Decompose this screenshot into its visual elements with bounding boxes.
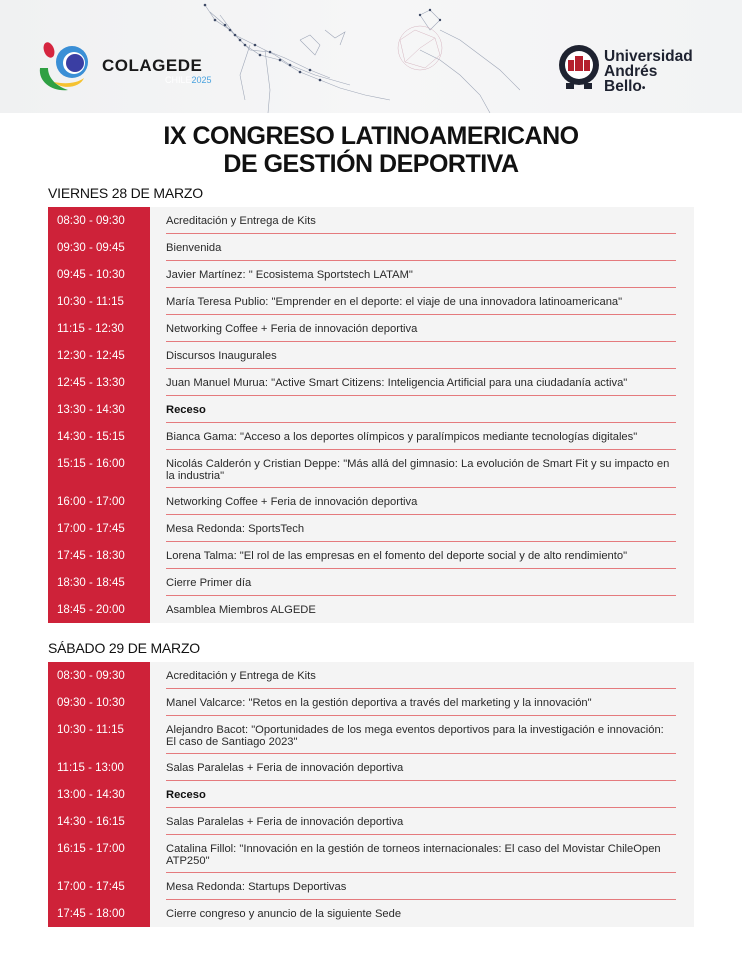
session-time: 09:45 - 10:30 — [57, 269, 125, 281]
schedule-row — [48, 369, 694, 396]
session-title: Catalina Fillol: "Innovación en la gestión de torneos internacionales: El caso del Movistar ChileOpen ATP250" — [166, 835, 676, 873]
session-time: 10:30 - 11:15 — [57, 724, 124, 736]
session-time: 15:15 - 16:00 — [57, 458, 125, 470]
session-time: 14:30 - 15:15 — [57, 431, 125, 443]
network-illustration-icon — [190, 0, 520, 113]
session-title: Acreditación y Entrega de Kits — [166, 207, 676, 234]
session-time: 09:30 - 10:30 — [57, 697, 125, 709]
colagede-country: CHILE — [165, 75, 192, 85]
session-time: 18:45 - 20:00 — [57, 604, 125, 616]
session-title: María Teresa Publio: "Emprender en el deporte: el viaje de una innovadora latinoamericana" — [166, 288, 676, 315]
session-title: Networking Coffee + Feria de innovación deportiva — [166, 488, 676, 515]
schedule-row — [48, 515, 694, 542]
session-time: 12:30 - 12:45 — [57, 350, 125, 362]
unab-mark: • — [641, 83, 646, 94]
colagede-logo — [36, 38, 216, 94]
schedule-row — [48, 689, 694, 716]
schedule-row — [48, 754, 694, 781]
session-title: Receso — [166, 781, 676, 808]
session-title: Salas Paralelas + Feria de innovación deportiva — [166, 808, 676, 835]
schedule-row — [48, 781, 694, 808]
schedule-row — [48, 873, 694, 900]
session-title: Mesa Redonda: Startups Deportivas — [166, 873, 676, 900]
session-title: Lorena Talma: "El rol de las empresas en el fomento del deporte social y de alto rendimiento" — [166, 542, 676, 569]
session-time: 11:15 - 12:30 — [57, 323, 124, 335]
colagede-name: COLAGEDE — [102, 56, 203, 75]
unab-logo — [556, 43, 696, 93]
header-banner — [0, 0, 742, 113]
session-time: 08:30 - 09:30 — [57, 670, 125, 682]
page-title — [0, 122, 742, 178]
unab-emblem-icon — [556, 43, 602, 91]
session-title: Bienvenida — [166, 234, 676, 261]
session-time: 17:00 - 17:45 — [57, 523, 125, 535]
schedule-row — [48, 288, 694, 315]
session-title: Receso — [166, 396, 676, 423]
day-title-friday: VIERNES 28 DE MARZO — [48, 185, 203, 201]
schedule-row — [48, 315, 694, 342]
schedule-row — [48, 835, 694, 873]
colagede-edition — [165, 75, 212, 85]
session-title: Nicolás Calderón y Cristian Deppe: "Más allá del gimnasio: La evolución de Smart Fit y su impacto en la industria" — [166, 450, 676, 488]
schedule-row — [48, 569, 694, 596]
session-title: Bianca Gama: "Acceso a los deportes olímpicos y paralímpicos mediante tecnologías digitales" — [166, 423, 676, 450]
session-title: Cierre congreso y anuncio de la siguiente Sede — [166, 908, 402, 920]
session-title: Discursos Inaugurales — [166, 342, 676, 369]
session-time: 12:45 - 13:30 — [57, 377, 125, 389]
session-time: 10:30 - 11:15 — [57, 296, 124, 308]
schedule-row — [48, 808, 694, 835]
schedule-row — [48, 542, 694, 569]
schedule-row — [48, 342, 694, 369]
session-title: Cierre Primer día — [166, 569, 676, 596]
session-time: 17:00 - 17:45 — [57, 881, 125, 893]
schedule-row — [48, 662, 694, 689]
schedule-row — [48, 450, 694, 488]
schedule-row — [48, 716, 694, 754]
session-time: 13:30 - 14:30 — [57, 404, 125, 416]
session-title: Acreditación y Entrega de Kits — [166, 662, 676, 689]
schedule-row — [48, 900, 694, 927]
unab-name-line1: Universidad — [604, 48, 693, 65]
session-title: Asamblea Miembros ALGEDE — [166, 604, 316, 616]
session-time: 14:30 - 16:15 — [57, 816, 125, 828]
schedule-row — [48, 234, 694, 261]
session-time: 16:15 - 17:00 — [57, 843, 125, 855]
colagede-year: 2025 — [191, 75, 212, 85]
colagede-emblem-icon — [36, 38, 100, 94]
schedule-row — [48, 396, 694, 423]
session-time: 17:45 - 18:30 — [57, 550, 125, 562]
schedule-table-friday — [48, 207, 694, 623]
session-time: 18:30 - 18:45 — [57, 577, 125, 589]
session-title: Javier Martínez: " Ecosistema Sportstech LATAM" — [166, 261, 676, 288]
unab-name-line2: Andrés Bello — [604, 63, 658, 95]
session-time: 09:30 - 09:45 — [57, 242, 125, 254]
session-title: Networking Coffee + Feria de innovación deportiva — [166, 315, 676, 342]
session-title: Manel Valcarce: "Retos en la gestión deportiva a través del marketing y la innovación" — [166, 689, 676, 716]
page-title-line2: DE GESTIÓN DEPORTIVA — [223, 150, 519, 178]
page-title-line1: IX CONGRESO LATINOAMERICANO — [163, 122, 579, 150]
schedule-row — [48, 488, 694, 515]
schedule-row — [48, 596, 694, 623]
session-title: Salas Paralelas + Feria de innovación deportiva — [166, 754, 676, 781]
session-time: 08:30 - 09:30 — [57, 215, 125, 227]
unab-name — [604, 49, 696, 96]
day-title-saturday: SÁBADO 29 DE MARZO — [48, 640, 200, 656]
session-time: 16:00 - 17:00 — [57, 496, 125, 508]
schedule-row — [48, 423, 694, 450]
session-title: Juan Manuel Murua: "Active Smart Citizens: Inteligencia Artificial para una ciudadanía activa" — [166, 369, 676, 396]
session-time: 13:00 - 14:30 — [57, 789, 125, 801]
session-time: 11:15 - 13:00 — [57, 762, 124, 774]
schedule-row — [48, 207, 694, 234]
session-title: Alejandro Bacot: "Oportunidades de los mega eventos deportivos para la investigación e innovación: El caso de Santiago 2023" — [166, 716, 676, 754]
session-time: 17:45 - 18:00 — [57, 908, 125, 920]
schedule-row — [48, 261, 694, 288]
schedule-table-saturday — [48, 662, 694, 927]
session-title: Mesa Redonda: SportsTech — [166, 515, 676, 542]
